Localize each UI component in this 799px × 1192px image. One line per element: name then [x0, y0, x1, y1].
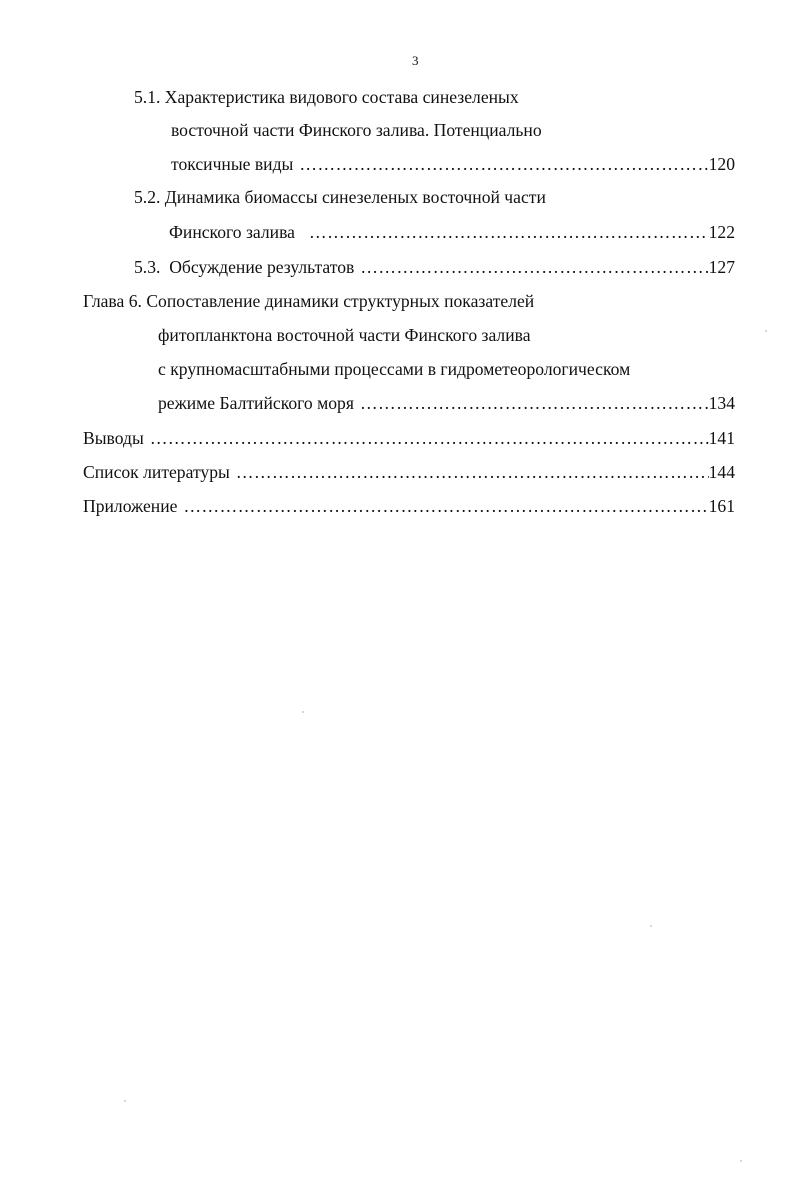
toc-page-number: 144 [708, 462, 735, 482]
toc-entry-text: с крупномасштабными процессами в гидрометеорологическом [158, 359, 631, 379]
toc-entry-references[interactable] [83, 461, 735, 483]
page-number: 3 [412, 53, 419, 68]
toc-entry-chapter-6-line-2 [158, 324, 531, 346]
toc-entry-text: Глава 6. Сопоставление динамики структурных показателей [83, 291, 535, 311]
toc-entry-text: Приложение [83, 496, 178, 516]
scan-speck [302, 711, 304, 713]
toc-entry-text: 5.1. Характеристика видового состава синезеленых [134, 87, 519, 107]
toc-entry-text: восточной части Финского залива. Потенциально [171, 120, 542, 140]
toc-entry-5-3[interactable] [134, 256, 735, 278]
toc-entry-text: токсичные виды [171, 154, 294, 174]
toc-page-number: 122 [708, 222, 735, 242]
toc-entry-5-2-line-1 [134, 186, 546, 208]
toc-entry-text: режиме Балтийского моря [158, 393, 354, 413]
toc-entry-appendix[interactable] [83, 495, 735, 517]
scan-speck [740, 1160, 742, 1162]
toc-entry-text: фитопланктона восточной части Финского залива [158, 325, 531, 345]
scan-speck [650, 925, 652, 927]
toc-entry-5-1-line-2 [171, 119, 542, 141]
toc-entry-chapter-6-line-4[interactable] [158, 392, 735, 414]
toc-leader-dots [360, 392, 709, 414]
toc-entry-text: Список литературы [83, 462, 230, 482]
toc-page-number: 134 [708, 393, 735, 413]
toc-leader-dots [236, 461, 709, 483]
toc-entry-text: 5.2. Динамика биомассы синезеленых восточной части [134, 187, 546, 207]
toc-entry-text: Выводы [83, 428, 144, 448]
toc-entry-5-2-line-2[interactable] [169, 221, 735, 243]
toc-leader-dots [309, 221, 709, 243]
toc-leader-dots [183, 495, 708, 517]
toc-leader-dots [150, 427, 709, 449]
toc-leader-dots [299, 153, 708, 175]
toc-entry-5-1-line-3[interactable] [171, 153, 735, 175]
scan-speck [124, 1100, 126, 1102]
toc-entry-conclusions[interactable] [83, 427, 735, 449]
toc-entry-text: 5.3. Обсуждение результатов [134, 257, 355, 277]
toc-page-number: 161 [708, 496, 735, 516]
toc-entry-text: Финского залива [169, 222, 295, 242]
toc-page-number: 127 [708, 257, 735, 277]
toc-entry-5-1-line-1 [134, 86, 519, 108]
toc-page-number: 120 [708, 154, 735, 174]
toc-entry-chapter-6-line-3 [158, 358, 630, 380]
toc-entry-chapter-6-line-1 [83, 290, 534, 312]
scan-speck [765, 330, 767, 332]
toc-page-number: 141 [708, 428, 735, 448]
toc-leader-dots [360, 256, 708, 278]
